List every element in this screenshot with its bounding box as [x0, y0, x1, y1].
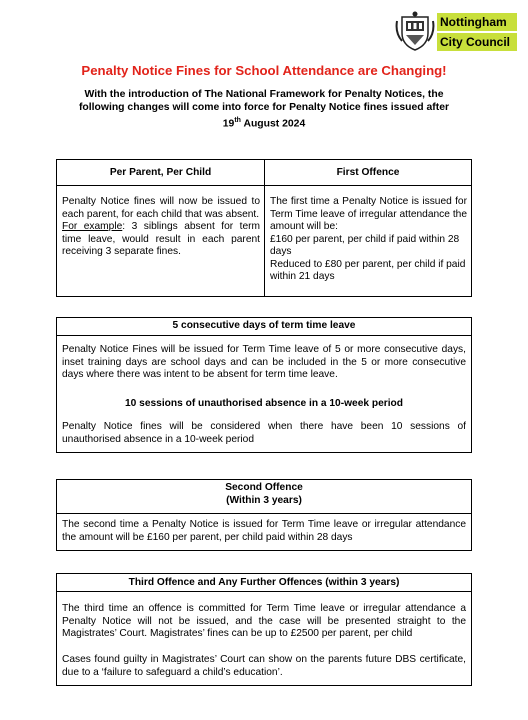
logo-line-1: Nottingham	[437, 13, 517, 31]
second-offence-text: The second time a Penalty Notice is issued for Term Time leave or irregular attendance the amount will be £160 per parent, per child paid within 28 days	[62, 519, 466, 543]
date-suffix: th	[234, 117, 241, 124]
consecutive-heading: 5 consecutive days of term time leave	[57, 318, 471, 336]
second-offence-box	[56, 479, 472, 551]
council-logo	[394, 11, 524, 53]
fines-table	[56, 159, 472, 297]
third-offence-text-1: The third time an offence is committed for Term Time leave or irregular attendance a Penalty Notice will not be issued, and the case will be presented straight to the Magistrates’ Court. Magistrates’ fines can be up to £2500 per parent, per child	[62, 603, 466, 639]
sessions-text: Penalty Notice fines will be considered when there have been 10 sessions of unauthorised absence in a 10-week period	[62, 421, 466, 445]
example-label: For example	[62, 221, 123, 232]
third-offence-box	[56, 573, 472, 686]
per-parent-heading: Per Parent, Per Child	[57, 160, 264, 186]
intro-text	[52, 88, 476, 130]
sessions-heading: 10 sessions of unauthorised absence in a 10-week period	[125, 398, 403, 409]
intro-line-2: following changes will come into force for Penalty Notice fines issued after	[78, 102, 450, 113]
per-parent-text: Penalty Notice fines will now be issued to each parent, for each child that was absent.	[62, 196, 260, 220]
first-offence-text-2: £160 per parent, per child if paid within 28 days	[270, 233, 460, 257]
page-title: Penalty Notice Fines for School Attendance are Changing!	[81, 63, 447, 78]
second-offence-subheading: (Within 3 years)	[226, 494, 302, 506]
first-offence-heading: First Offence	[265, 160, 471, 186]
intro-date	[52, 114, 476, 130]
first-offence-column	[265, 160, 471, 296]
date-rest: August 2024	[240, 118, 306, 130]
per-parent-example	[62, 221, 260, 259]
third-offence-heading: Third Offence and Any Further Offences (within 3 years)	[57, 574, 471, 592]
second-offence-header	[57, 480, 471, 514]
second-offence-heading: Second Offence	[225, 482, 303, 493]
intro-line-1: With the introduction of The National Framework for Penalty Notices, the	[84, 89, 444, 100]
consecutive-days-box	[56, 317, 472, 453]
first-offence-text-3: Reduced to £80 per parent, per child if paid within 21 days	[270, 258, 466, 282]
example-text: : 3 siblings absent for term time leave, would result in each parent receiving 3 separate fines.	[62, 221, 260, 257]
third-offence-text-2: Cases found guilty in Magistrates’ Court can show on the parents future DBS certificate, due to a ‘failure to safeguard a child’s education’.	[62, 654, 466, 678]
per-parent-column	[57, 160, 265, 296]
consecutive-text: Penalty Notice Fines will be issued for Term Time leave of 5 or more consecutive days, inset training days are school days and can be included in the 5 or more consecutive days where there was intent to be absent for term time leave.	[62, 344, 466, 380]
first-offence-text-1: The first time a Penalty Notice is issued for Term Time leave of irregular attendance the amount will be:	[270, 196, 467, 232]
date-day: 19	[222, 118, 235, 130]
logo-line-2: City Council	[437, 33, 517, 51]
city-crest-icon	[394, 11, 436, 53]
